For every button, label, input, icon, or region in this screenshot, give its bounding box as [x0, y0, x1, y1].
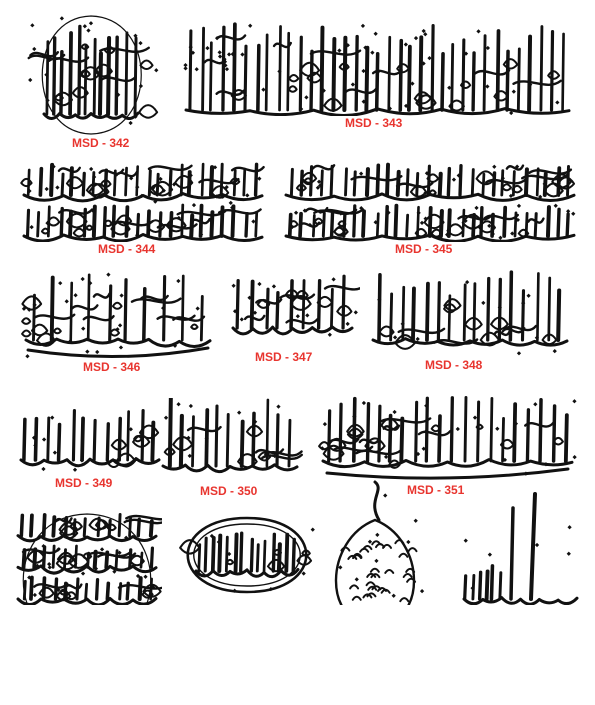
design-msd-345: [280, 160, 580, 256]
design-code-label: MSD - 343: [345, 116, 403, 130]
design-msd-350: [155, 398, 305, 498]
blank-margin: [0, 605, 595, 705]
design-msd-351: [315, 395, 580, 497]
design-oval-bottom-center: [172, 515, 322, 595]
design-msd-346: [18, 268, 218, 374]
design-msd-349: [15, 408, 165, 490]
calligraphy-artwork-349: [15, 408, 165, 476]
design-code-label: MSD - 345: [395, 242, 453, 256]
design-code-label: MSD - 346: [83, 360, 141, 374]
design-code-label: MSD - 344: [98, 242, 156, 256]
calligraphy-artwork-round: [12, 510, 162, 605]
design-code-label: MSD - 348: [425, 358, 483, 372]
design-msd-343: [180, 20, 575, 130]
design-round-bottom-left: [12, 510, 162, 605]
design-code-label: MSD - 350: [200, 484, 258, 498]
design-msd-344: [18, 160, 268, 256]
calligraphy-artwork-vertical: [458, 488, 583, 605]
calligraphy-artwork-343: [180, 20, 575, 116]
calligraphy-artwork-351: [315, 395, 580, 483]
design-teardrop-bottom: [320, 480, 430, 605]
calligraphy-artwork-344: [18, 160, 268, 242]
calligraphy-artwork-345: [280, 160, 580, 242]
calligraphy-artwork-342: [22, 10, 160, 138]
calligraphy-artwork-teardrop: [320, 480, 430, 605]
design-msd-342: [22, 10, 160, 150]
design-code-label: MSD - 347: [255, 350, 313, 364]
calligraphy-artwork-350: [155, 398, 305, 480]
calligraphy-artwork-348: [365, 270, 575, 358]
design-vertical-bottom-right: [458, 488, 583, 605]
design-code-label: MSD - 342: [72, 136, 130, 150]
design-msd-347: [225, 270, 360, 364]
design-msd-348: [365, 270, 575, 372]
design-code-label: MSD - 351: [407, 483, 465, 497]
design-code-label: MSD - 349: [55, 476, 113, 490]
calligraphy-artwork-oval: [172, 515, 322, 595]
calligraphy-artwork-347: [225, 270, 360, 346]
calligraphy-artwork-346: [18, 268, 218, 360]
